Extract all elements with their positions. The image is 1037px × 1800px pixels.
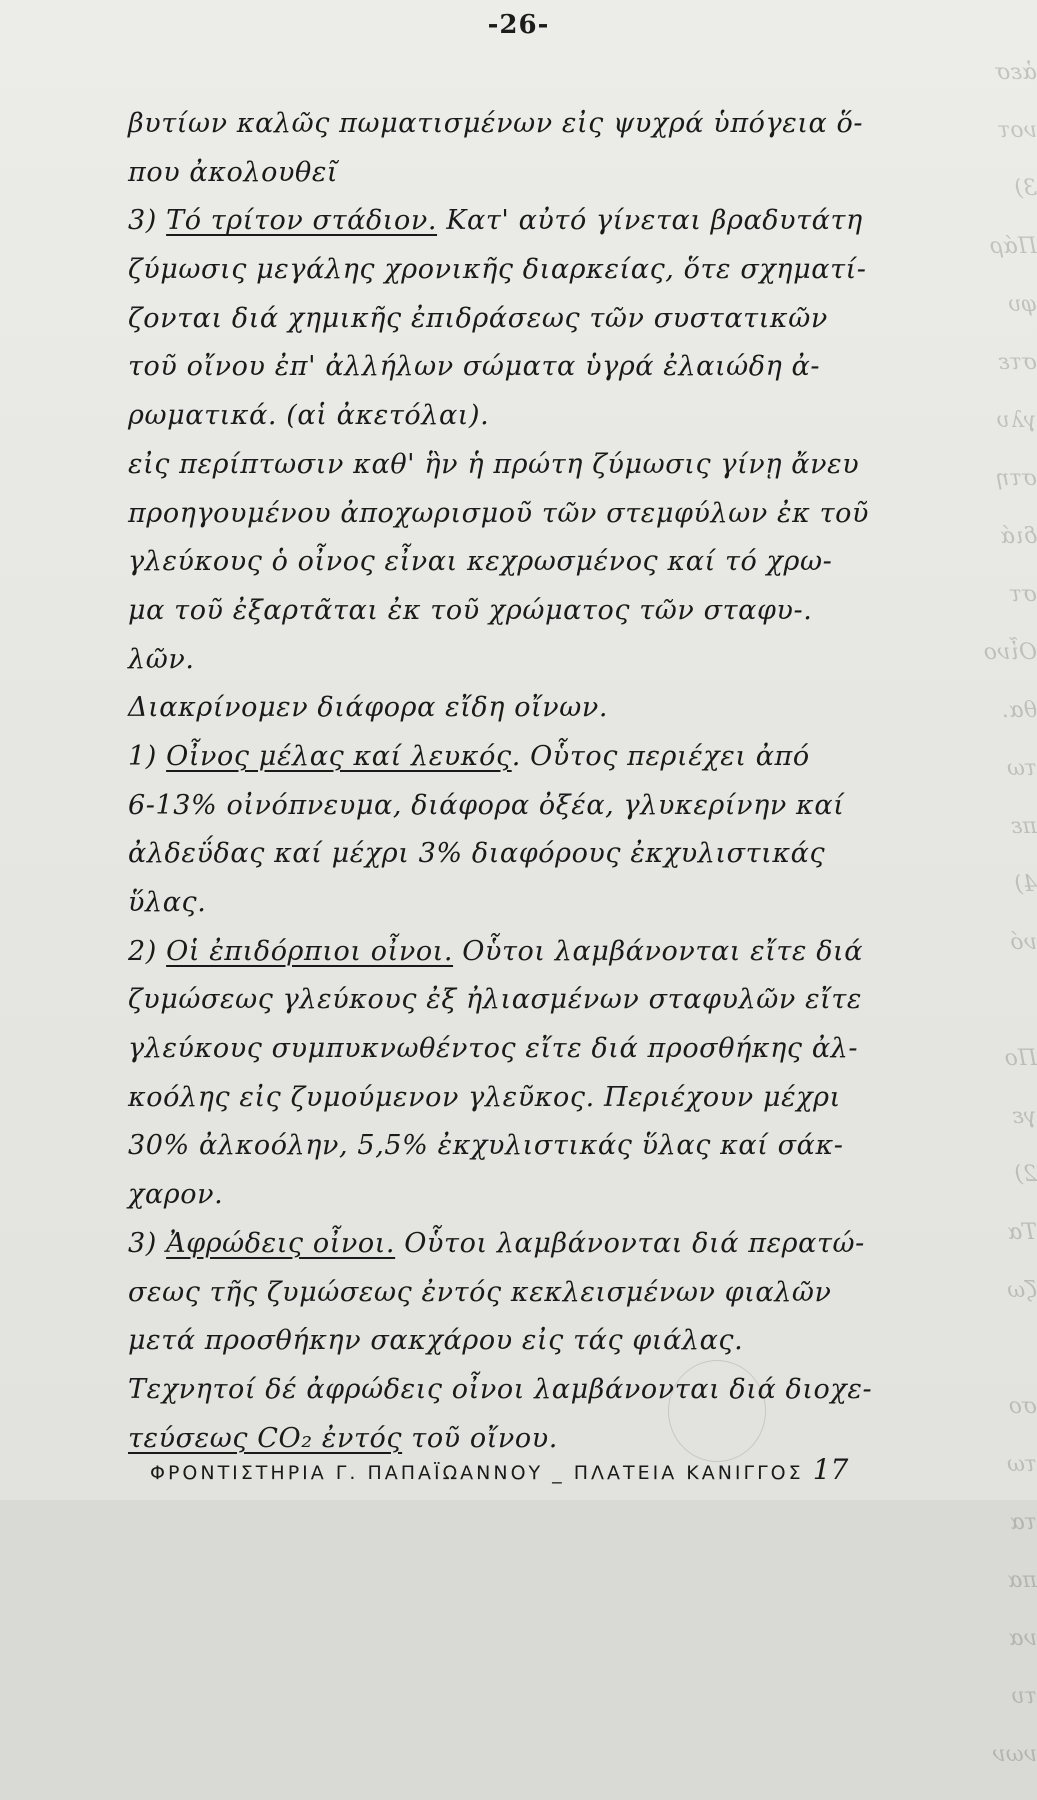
- line-text: που ἀκολουθεῖ: [128, 156, 339, 188]
- bleed-fragment: ζω: [1007, 1278, 1037, 1303]
- bleed-fragment: Τα: [1007, 1220, 1037, 1245]
- text-line: [128, 295, 978, 344]
- text-line: [128, 733, 978, 782]
- line-text: γλεύκους ὁ οἶνος εἶναι κεχρωσμένος καί τό χρω-: [128, 546, 833, 578]
- text-line: [128, 1220, 978, 1269]
- bleed-fragment: νό: [1010, 930, 1037, 955]
- text-line: [128, 1269, 978, 1318]
- text-line: [128, 441, 978, 490]
- line-text: μα τοῦ ἐξαρτᾶται ἐκ τοῦ χρώματος τῶν σταφυ-.: [128, 594, 813, 626]
- text-line: [128, 197, 978, 246]
- bleed-fragment: γλυ: [996, 408, 1037, 433]
- text-line: [128, 1317, 978, 1366]
- bleed-fragment: Πο: [1004, 1046, 1037, 1071]
- text-line: [128, 636, 978, 685]
- line-text: ζονται διά χημικῆς ἐπιδράσεως τῶν συστατικῶν: [128, 302, 828, 334]
- handwritten-body: [128, 100, 978, 1463]
- underlined-heading: Ἀφρώδεις οἶνοι.: [166, 1227, 396, 1259]
- underlined-heading: Τό τρίτον στάδιον.: [166, 205, 438, 237]
- bleed-fragment: τω: [1006, 1452, 1037, 1477]
- line-text: 2): [128, 935, 167, 967]
- line-text: ζύμωσις μεγάλης χρονικῆς διαρκείας, ὅτε σχηματί-: [128, 254, 867, 286]
- text-line: [128, 246, 978, 295]
- text-line: [128, 1025, 978, 1074]
- bleed-fragment: πα: [1007, 1568, 1037, 1593]
- text-line: [128, 782, 978, 831]
- line-text: σεως τῆς ζυμώσεως ἐντός κεκλεισμένων φιαλῶν: [128, 1276, 832, 1308]
- line-text: κοόλης εἰς ζυμούμενον γλεῦκος. Περιέχουν μέχρι: [128, 1081, 841, 1113]
- line-text-continued: Οὗτοι λαμβάνονται εἴτε διά: [453, 935, 864, 967]
- line-text: μετά προσθήκην σακχάρου εἰς τάς φιάλας.: [128, 1325, 744, 1357]
- text-line: [128, 1171, 978, 1220]
- bleed-fragment: σο: [1008, 1394, 1037, 1419]
- line-text: χαρον.: [128, 1179, 224, 1211]
- bleed-fragment: τω: [1006, 756, 1037, 781]
- publisher-stamp: [150, 1453, 970, 1486]
- page-number: -26-: [487, 10, 550, 40]
- text-line: [128, 1366, 978, 1415]
- text-line: [128, 343, 978, 392]
- line-text: 3): [128, 1227, 167, 1259]
- bleed-fragment: να: [1008, 1626, 1037, 1651]
- text-line: [128, 1074, 978, 1123]
- publisher-stamp-text: ΦΡΟΝΤΙΣΤΗΡΙΑ Γ. ΠΑΠΑΪΩΑΝΝΟΥ _ ΠΛΑΤΕΙΑ ΚΑΝΙΓΓΟΣ: [150, 1462, 804, 1484]
- bleed-fragment: νων: [992, 1742, 1037, 1767]
- text-line: [128, 879, 978, 928]
- line-text: ζυμώσεως γλεύκους ἐξ ἠλιασμένων σταφυλῶν εἴτε: [128, 984, 862, 1016]
- line-text: Τεχνητοί δέ ἀφρώδεις οἶνοι λαμβάνονται διά διοχε-: [128, 1373, 873, 1405]
- text-line: [128, 587, 978, 636]
- bleed-fragment: ἀεσ: [995, 60, 1037, 85]
- line-text: 30% ἀλκοόλην, 5,5% ἐκχυλιστικάς ὕλας καί σάκ-: [128, 1130, 844, 1162]
- bleed-fragment: στ: [1009, 582, 1037, 607]
- text-line: [128, 100, 978, 149]
- line-text: Διακρίνομεν διάφορα εἴδη οἴνων.: [128, 692, 609, 724]
- line-text: ὕλας.: [128, 887, 207, 918]
- publisher-stamp-number: 17: [812, 1453, 849, 1486]
- bleed-fragment: 3): [1014, 176, 1037, 201]
- bleed-fragment: διά: [1000, 524, 1037, 549]
- bleed-fragment: θα.: [1001, 698, 1037, 723]
- line-text: βυτίων καλῶς πωματισμένων εἰς ψυχρά ὑπόγεια ὅ-: [128, 108, 864, 139]
- line-text: 1): [128, 740, 167, 772]
- line-text: ρωματικά. (αἱ ἀκετόλαι).: [128, 400, 490, 432]
- bleed-fragment: γε: [1012, 1104, 1037, 1129]
- paper-stain: [668, 1360, 766, 1462]
- text-line: [128, 928, 978, 977]
- text-line: [128, 1122, 978, 1171]
- bleed-fragment: στε: [998, 350, 1037, 375]
- text-line: [128, 684, 978, 733]
- line-text: εἰς περίπτωσιν καθ' ἣν ἡ πρώτη ζύμωσις γίνῃ ἄνευ: [128, 448, 860, 480]
- text-line: [128, 392, 978, 441]
- bleed-fragment: 2): [1014, 1162, 1037, 1187]
- bleed-fragment: 4): [1014, 872, 1037, 897]
- line-text: προηγουμένου ἀποχωρισμοῦ τῶν στεμφύλων ἐκ τοῦ: [128, 497, 870, 529]
- line-text-continued: . Οὗτος περιέχει ἀπό: [511, 740, 810, 772]
- line-text-continued: τοῦ οἴνου.: [402, 1422, 558, 1454]
- underlined-heading: τεύσεως CO₂ ἐντός: [128, 1422, 403, 1454]
- line-text: 3): [128, 205, 167, 237]
- text-line: [128, 830, 978, 879]
- bleed-fragment: τα: [1009, 1510, 1037, 1535]
- line-text: ἀλδεΰδας καί μέχρι 3% διαφόρους ἐκχυλιστικάς: [128, 838, 826, 870]
- line-text: λῶν.: [128, 643, 195, 675]
- line-text: γλεύκους συμπυκνωθέντος εἴτε διά προσθήκης ἀλ-: [128, 1033, 859, 1065]
- text-line: [128, 490, 978, 539]
- bleed-fragment: νοτ: [998, 118, 1037, 143]
- line-text-continued: Οὗτοι λαμβάνονται διά περατώ-: [395, 1227, 865, 1259]
- bleed-fragment: Πάρ: [990, 234, 1037, 259]
- bleed-fragment: φυ: [1008, 292, 1037, 317]
- bleed-fragment: πε: [1010, 814, 1037, 839]
- text-line: [128, 149, 978, 198]
- text-line: [128, 976, 978, 1025]
- text-line: [128, 538, 978, 587]
- line-text: τοῦ οἴνου ἐπ' ἀλλήλων σώματα ὑγρά ἐλαιώδη ἀ-: [128, 351, 821, 383]
- underlined-heading: Οἶνος μέλας καί λευκός: [166, 740, 512, 772]
- line-text: 6-13% οἰνόπνευμα, διάφορα ὀξέα, γλυκερίνην καί: [128, 789, 845, 821]
- bleed-fragment: στη: [996, 466, 1037, 491]
- bleed-fragment: τυ: [1011, 1684, 1037, 1709]
- bleed-fragment: Οἶνο: [983, 640, 1037, 665]
- line-text-continued: Κατ' αὐτό γίνεται βραδυτάτη: [437, 205, 863, 237]
- underlined-heading: Οἱ ἐπιδόρπιοι οἶνοι.: [166, 935, 454, 967]
